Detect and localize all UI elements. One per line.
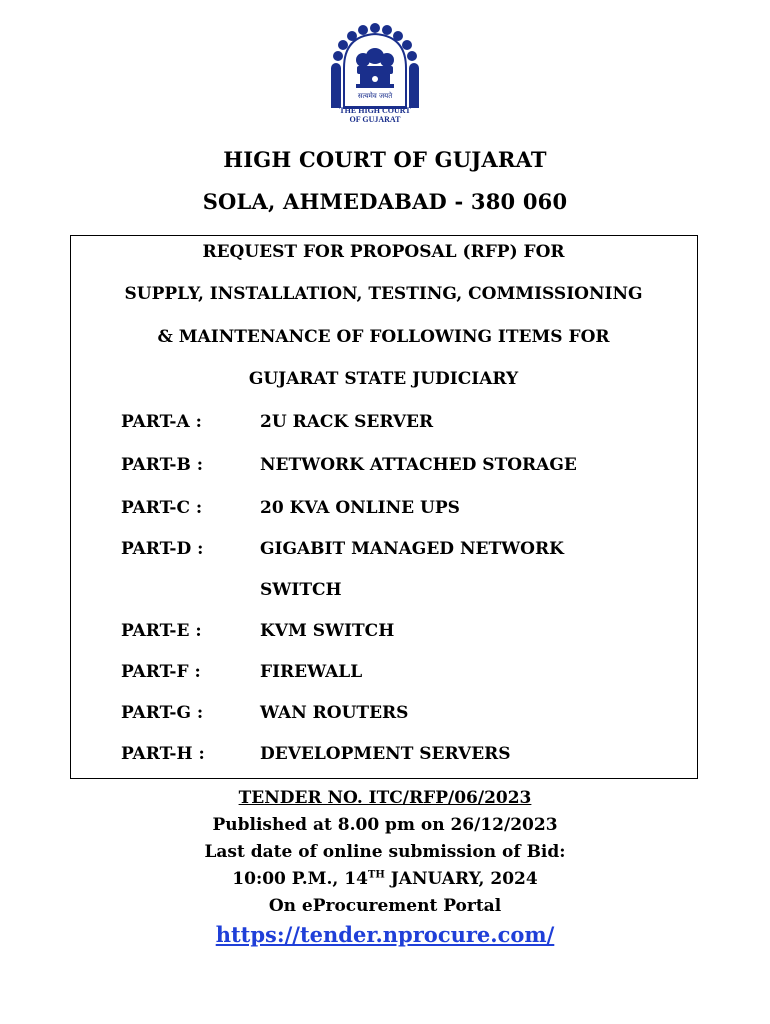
- rfp-line-2: SUPPLY, INSTALLATION, TESTING, COMMISSIONING: [124, 284, 643, 304]
- part-c-value: 20 KVA ONLINE UPS: [260, 498, 460, 518]
- rfp-box: [70, 235, 698, 779]
- part-d-value-continued: SWITCH: [260, 580, 342, 600]
- high-court-logo: [330, 22, 420, 132]
- deadline-prefix: 10:00 P.M., 14: [232, 869, 368, 889]
- part-c-label: PART-C :: [121, 498, 203, 518]
- part-g-value: WAN ROUTERS: [260, 703, 409, 723]
- rfp-line-4: GUJARAT STATE JUDICIARY: [248, 369, 519, 389]
- court-title: HIGH COURT OF GUJARAT: [223, 147, 547, 172]
- published-date: Published at 8.00 pm on 26/12/2023: [212, 815, 558, 835]
- part-a-value: 2U RACK SERVER: [260, 412, 434, 432]
- part-d-value: GIGABIT MANAGED NETWORK: [260, 539, 564, 559]
- court-address: SOLA, AHMEDABAD - 380 060: [202, 189, 568, 214]
- part-h-label: PART-H :: [121, 744, 205, 764]
- logo-text-line2: OF GUJARAT: [349, 115, 401, 124]
- part-f-value: FIREWALL: [260, 662, 363, 682]
- part-h-value: DEVELOPMENT SERVERS: [260, 744, 511, 764]
- part-f-label: PART-F :: [121, 662, 201, 682]
- part-b-label: PART-B :: [121, 455, 204, 475]
- tender-number: [0, 788, 770, 808]
- rfp-line-1: REQUEST FOR PROPOSAL (RFP) FOR: [202, 242, 565, 262]
- tender-portal-link[interactable]: https://tender.nprocure.com/: [215, 922, 555, 947]
- part-a-label: PART-A :: [121, 412, 202, 432]
- deadline-superscript: TH: [367, 869, 385, 881]
- rfp-line-3: & MAINTENANCE OF FOLLOWING ITEMS FOR: [157, 327, 610, 347]
- part-e-label: PART-E :: [121, 621, 202, 641]
- part-e-value: KVM SWITCH: [260, 621, 395, 641]
- court-emblem-icon: [330, 22, 420, 117]
- logo-text-line1: THE HIGH COURT: [339, 106, 411, 115]
- hindi-motto: सत्यमेव जयते: [357, 92, 393, 100]
- part-g-label: PART-G :: [121, 703, 204, 723]
- portal-label: On eProcurement Portal: [268, 896, 502, 916]
- part-d-label: PART-D :: [121, 539, 204, 559]
- part-b-value: NETWORK ATTACHED STORAGE: [260, 455, 577, 475]
- deadline: [0, 869, 770, 889]
- deadline-suffix: JANUARY, 2024: [384, 869, 538, 889]
- tender-number-text: TENDER NO. ITC/RFP/06/2023: [238, 788, 532, 808]
- last-date-label: Last date of online submission of Bid:: [204, 842, 566, 862]
